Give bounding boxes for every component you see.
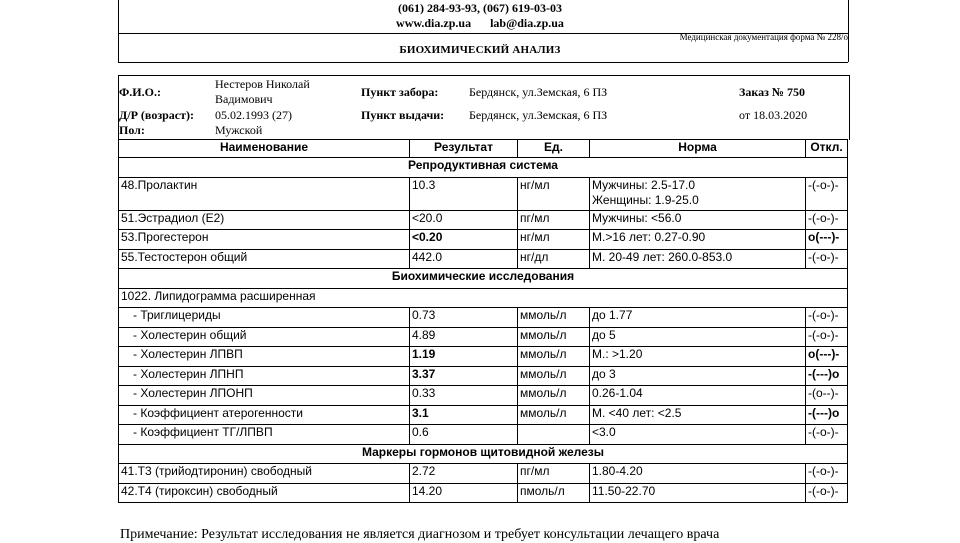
table-header-row: [119, 140, 848, 158]
test-unit: ммоль/л: [518, 347, 590, 367]
test-norm: Мужчины: <56.0: [590, 210, 806, 230]
test-norm: [590, 177, 806, 210]
test-deviation: о(---)-: [806, 230, 848, 250]
test-name: - Триглицериды: [119, 308, 410, 328]
test-deviation: -(-о-)-: [806, 249, 848, 269]
test-deviation: -(---)о: [806, 366, 848, 386]
test-norm: М.: >1.20: [590, 347, 806, 367]
fio-label: Ф.И.О.:: [119, 85, 161, 99]
test-norm: 1.80-4.20: [590, 464, 806, 484]
test-deviation: -(-о-)-: [806, 327, 848, 347]
test-unit: ммоль/л: [518, 327, 590, 347]
section-title: Маркеры гормонов щитовидной железы: [119, 444, 848, 464]
test-unit: нг/мл: [518, 230, 590, 250]
dob-value: 05.02.1993 (27): [215, 108, 292, 122]
test-norm: М.>16 лет: 0.27-0.90: [590, 230, 806, 250]
table-row: [119, 405, 848, 425]
lab-phones: (061) 284-93-93, (067) 619-03-03: [398, 1, 562, 15]
test-deviation: -(-о-)-: [806, 483, 848, 503]
test-deviation: -(-о-)-: [806, 177, 848, 210]
test-result: 10.3: [410, 177, 518, 210]
order-number: Заказ № 750: [739, 85, 805, 99]
table-row: [119, 464, 848, 484]
issue-point-label: Пункт выдачи:: [361, 108, 445, 122]
section-row: [119, 444, 848, 464]
test-name: 42.Т4 (тироксин) свободный: [119, 483, 410, 503]
table-row: [119, 210, 848, 230]
test-result: 2.72: [410, 464, 518, 484]
dob-label: Д/Р (возраст):: [119, 108, 195, 122]
test-result: 3.1: [410, 405, 518, 425]
table-row: [119, 386, 848, 406]
test-norm: до 1.77: [590, 308, 806, 328]
table-row: [119, 249, 848, 269]
test-result: 0.33: [410, 386, 518, 406]
section-row: [119, 269, 848, 289]
test-norm: 11.50-22.70: [590, 483, 806, 503]
test-result: 14.20: [410, 483, 518, 503]
test-result: 442.0: [410, 249, 518, 269]
col-result-header: Результат: [410, 140, 518, 158]
section-row: [119, 158, 848, 178]
test-unit: ммоль/л: [518, 308, 590, 328]
test-unit: нг/мл: [518, 177, 590, 210]
test-unit: ммоль/л: [518, 366, 590, 386]
test-name: 55.Тестостерон общий: [119, 249, 410, 269]
test-name: 48.Пролактин: [119, 177, 410, 210]
patient-info: [118, 75, 850, 140]
test-result: 3.37: [410, 366, 518, 386]
test-result: 0.73: [410, 308, 518, 328]
results-table: [118, 139, 848, 503]
table-row: [119, 366, 848, 386]
test-deviation: -(о--)-: [806, 386, 848, 406]
test-unit: нг/дл: [518, 249, 590, 269]
title-rule: [118, 62, 848, 63]
test-name: - Холестерин ЛПВП: [119, 347, 410, 367]
document-title: БИОХИМИЧЕСКИЙ АНАЛИЗ: [399, 44, 561, 56]
test-unit: пмоль/л: [518, 483, 590, 503]
fio-value-line1: Нестеров Николай: [215, 77, 310, 91]
table-row: [119, 483, 848, 503]
test-result: 0.6: [410, 425, 518, 445]
test-unit: [518, 425, 590, 445]
test-name: 53.Прогестерон: [119, 230, 410, 250]
collect-point-value: Бердянск, ул.Земская, 6 ПЗ: [469, 85, 608, 99]
section-title: Биохимические исследования: [119, 269, 848, 289]
lab-website[interactable]: www.dia.zp.ua: [396, 16, 472, 30]
test-result: 4.89: [410, 327, 518, 347]
test-unit: пг/мл: [518, 210, 590, 230]
test-norm: <3.0: [590, 425, 806, 445]
test-norm: М. 20-49 лет: 260.0-853.0: [590, 249, 806, 269]
table-row: [119, 327, 848, 347]
test-deviation: -(-о-)-: [806, 308, 848, 328]
test-deviation: -(-о-)-: [806, 425, 848, 445]
fio-value-line2: Вадимович: [215, 92, 273, 106]
test-unit: ммоль/л: [518, 405, 590, 425]
test-name: 51.Эстрадиол (Е2): [119, 210, 410, 230]
lab-email[interactable]: lab@dia.zp.ua: [490, 16, 564, 30]
issue-point-value: Бердянск, ул.Земская, 6 ПЗ: [469, 108, 608, 122]
collect-point-label: Пункт забора:: [361, 85, 439, 99]
sex-value: Мужской: [215, 123, 263, 137]
test-deviation: -(---)о: [806, 405, 848, 425]
doc-form-number: Медицинская документация форма № 228/о: [679, 32, 848, 42]
col-norm-header: Норма: [590, 140, 806, 158]
test-name: - Холестерин общий: [119, 327, 410, 347]
test-deviation: о(---)-: [806, 347, 848, 367]
col-dev-header: Откл.: [806, 140, 848, 158]
test-name: - Холестерин ЛПОНП: [119, 386, 410, 406]
test-name: 41.Т3 (трийодтиронин) свободный: [119, 464, 410, 484]
table-row: [119, 308, 848, 328]
test-name: - Холестерин ЛПНП: [119, 366, 410, 386]
test-deviation: -(-о-)-: [806, 464, 848, 484]
group-title: 1022. Липидограмма расширенная: [119, 288, 848, 308]
order-date: от 18.03.2020: [739, 108, 808, 122]
norm-line: Женщины: 1.9-25.0: [592, 192, 699, 207]
test-unit: пг/мл: [518, 464, 590, 484]
sex-label: Пол:: [119, 123, 145, 137]
table-row: [119, 230, 848, 250]
test-result: 1.19: [410, 347, 518, 367]
col-unit-header: Ед.: [518, 140, 590, 158]
table-row: [119, 177, 848, 210]
test-deviation: -(-о-)-: [806, 210, 848, 230]
test-norm: до 3: [590, 366, 806, 386]
footnote: Примечание: Результат исследования не является диагнозом и требует консультации лечащего врача: [120, 527, 720, 542]
test-unit: ммоль/л: [518, 386, 590, 406]
test-norm: М. <40 лет: <2.5: [590, 405, 806, 425]
test-result: <20.0: [410, 210, 518, 230]
table-row: [119, 347, 848, 367]
group-row: [119, 288, 848, 308]
col-name-header: Наименование: [119, 140, 410, 158]
test-name: - Коэффициент ТГ/ЛПВП: [119, 425, 410, 445]
test-norm: до 5: [590, 327, 806, 347]
test-norm: 0.26-1.04: [590, 386, 806, 406]
lab-contacts: [0, 16, 960, 31]
section-title: Репродуктивная система: [119, 158, 848, 178]
test-result: <0.20: [410, 230, 518, 250]
test-name: - Коэффициент атерогенности: [119, 405, 410, 425]
norm-line: Мужчины: 2.5-17.0: [592, 177, 696, 192]
table-row: [119, 425, 848, 445]
